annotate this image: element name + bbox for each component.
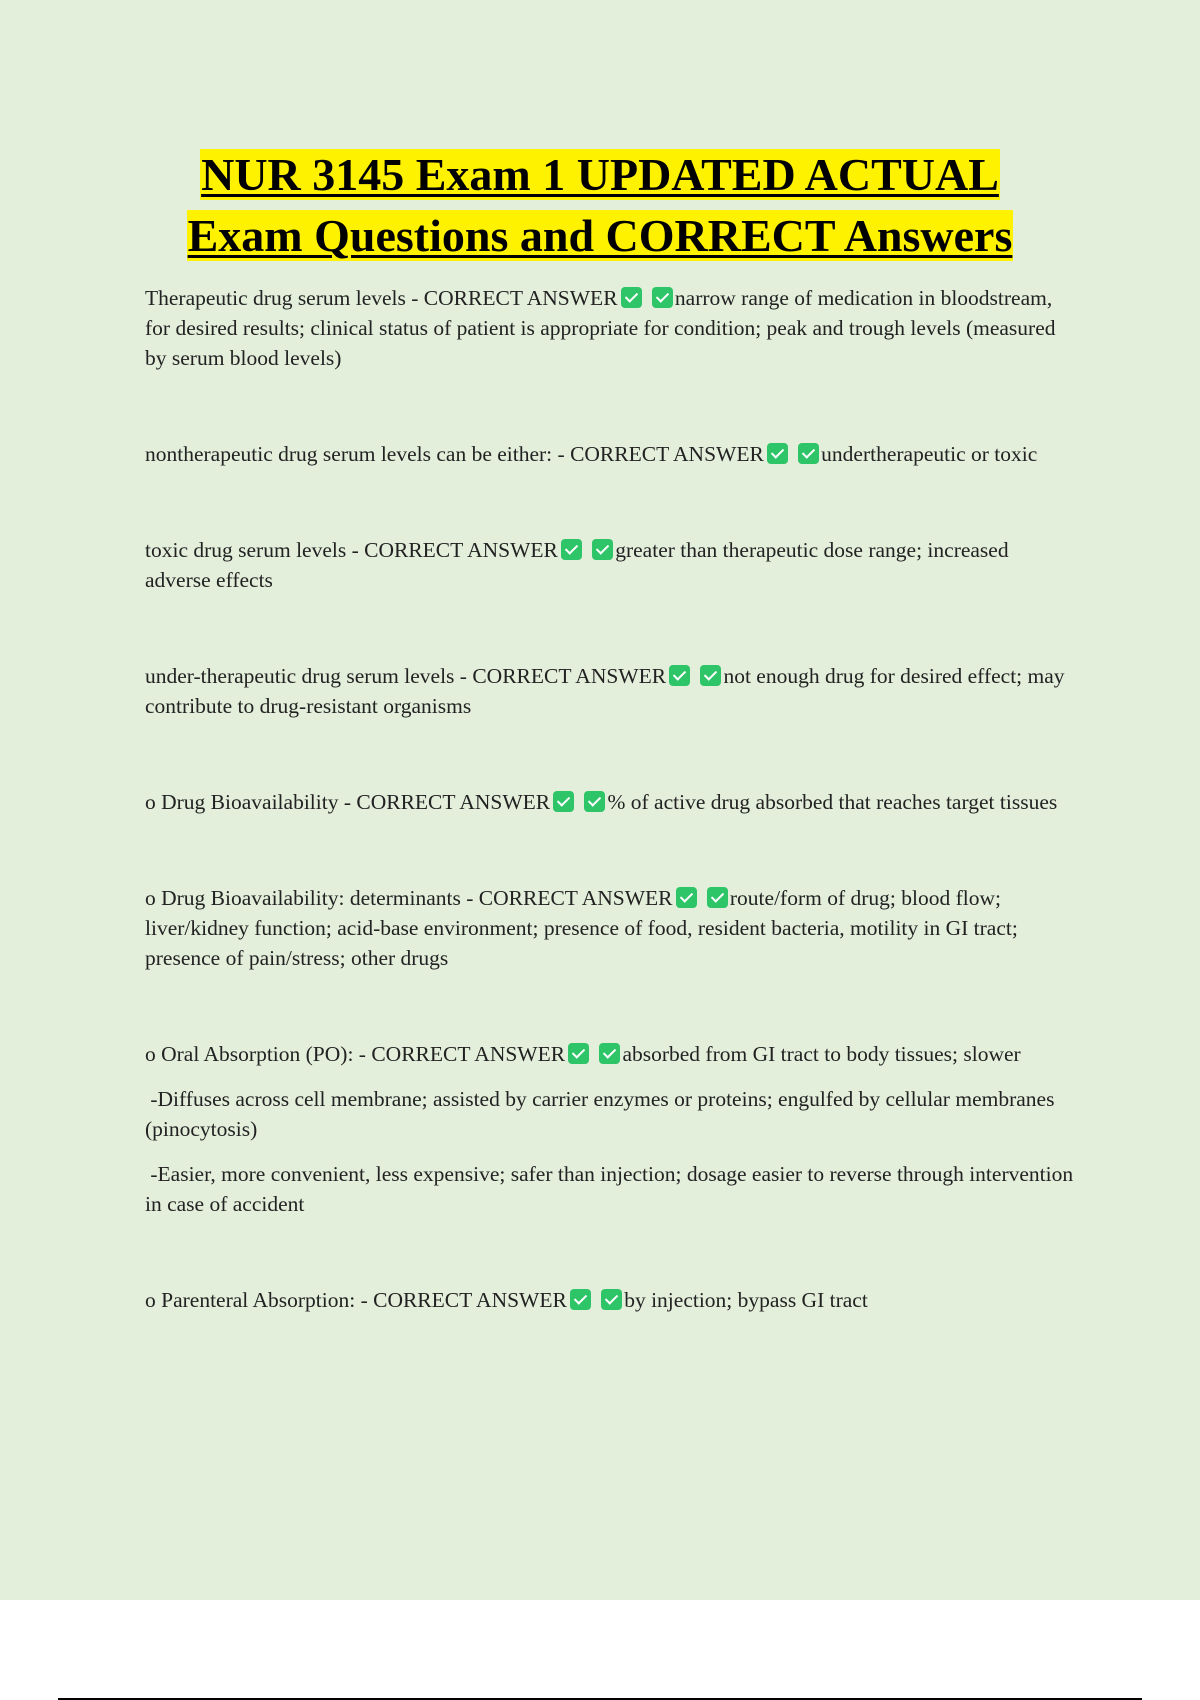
check-box-icon: [553, 791, 574, 812]
answer-marker: - CORRECT ANSWER: [411, 286, 618, 310]
qa-term: Therapeutic drug serum levels: [145, 286, 406, 310]
check-box-icon: [599, 1043, 620, 1064]
answer-marker: - CORRECT ANSWER: [351, 538, 558, 562]
check-box-icon: [707, 887, 728, 908]
check-box-icon: [584, 791, 605, 812]
qa-item: [145, 787, 1075, 817]
qa-answer: not enough drug for desired effect; may contribute to drug-resistant organisms: [145, 664, 1065, 718]
answer-marker: - CORRECT ANSWER: [459, 664, 667, 688]
qa-answer: absorbed from GI tract to body tissues; slower: [622, 1042, 1021, 1066]
check-box-icon: [561, 539, 582, 560]
qa-answer: greater than therapeutic dose range; increased adverse effects: [145, 538, 1009, 592]
qa-answer: % of active drug absorbed that reaches target tissues: [607, 790, 1058, 814]
qa-item: [145, 283, 1075, 373]
check-box-icon: [570, 1289, 591, 1310]
document-title: [0, 144, 1200, 266]
qa-answer: route/form of drug; blood flow; liver/kidney function; acid-base environment; presence of food, resident bacteria, motility in GI tract; presence of pain/stress; other drugs: [145, 886, 1018, 970]
qa-item: [145, 535, 1075, 595]
qa-answer: narrow range of medication in bloodstream, for desired results; clinical status of patient is appropriate for condition; peak and trough levels (measured by serum blood levels): [145, 286, 1056, 370]
check-box-icon: [568, 1043, 589, 1064]
qa-answer: undertherapeutic or toxic: [821, 442, 1038, 466]
answer-marker: - CORRECT ANSWER: [557, 442, 764, 466]
check-box-icon: [601, 1289, 622, 1310]
answer-marker: - CORRECT ANSWER: [343, 790, 551, 814]
qa-term: toxic drug serum levels: [145, 538, 347, 562]
answer-marker: - CORRECT ANSWER: [466, 886, 673, 910]
qa-item: [145, 439, 1075, 469]
qa-term: o Drug Bioavailability: determinants: [145, 886, 461, 910]
qa-list: [145, 283, 1075, 1315]
title-line-2: Exam Questions and CORRECT Answers: [187, 210, 1013, 261]
check-box-icon: [700, 665, 721, 686]
qa-detail-text: -Easier, more convenient, less expensive; safer than injection; dosage easier to reverse through intervention in case of accident: [145, 1162, 1074, 1216]
qa-item: [145, 661, 1075, 721]
title-line-1: NUR 3145 Exam 1 UPDATED ACTUAL: [201, 149, 999, 200]
answer-marker: - CORRECT ANSWER: [360, 1288, 567, 1312]
qa-item: [145, 883, 1075, 973]
qa-term: nontherapeutic drug serum levels can be either:: [145, 442, 553, 466]
qa-term: under-therapeutic drug serum levels: [145, 664, 455, 688]
check-box-icon: [798, 443, 819, 464]
qa-detail: [145, 1084, 1075, 1144]
check-box-icon: [592, 539, 613, 560]
qa-answer: by injection; bypass GI tract: [624, 1288, 868, 1312]
qa-term: o Parenteral Absorption:: [145, 1288, 356, 1312]
answer-marker: - CORRECT ANSWER: [358, 1042, 566, 1066]
qa-term: o Drug Bioavailability: [145, 790, 339, 814]
check-box-icon: [676, 887, 697, 908]
qa-detail: [145, 1159, 1075, 1219]
qa-item: [145, 1039, 1075, 1069]
check-box-icon: [767, 443, 788, 464]
qa-term: o Oral Absorption (PO):: [145, 1042, 354, 1066]
check-box-icon: [652, 287, 673, 308]
check-box-icon: [669, 665, 690, 686]
qa-item: [145, 1285, 1075, 1315]
check-box-icon: [621, 287, 642, 308]
qa-detail-text: -Diffuses across cell membrane; assisted by carrier enzymes or proteins; engulfed by cellular membranes (pinocytosis): [145, 1087, 1055, 1141]
